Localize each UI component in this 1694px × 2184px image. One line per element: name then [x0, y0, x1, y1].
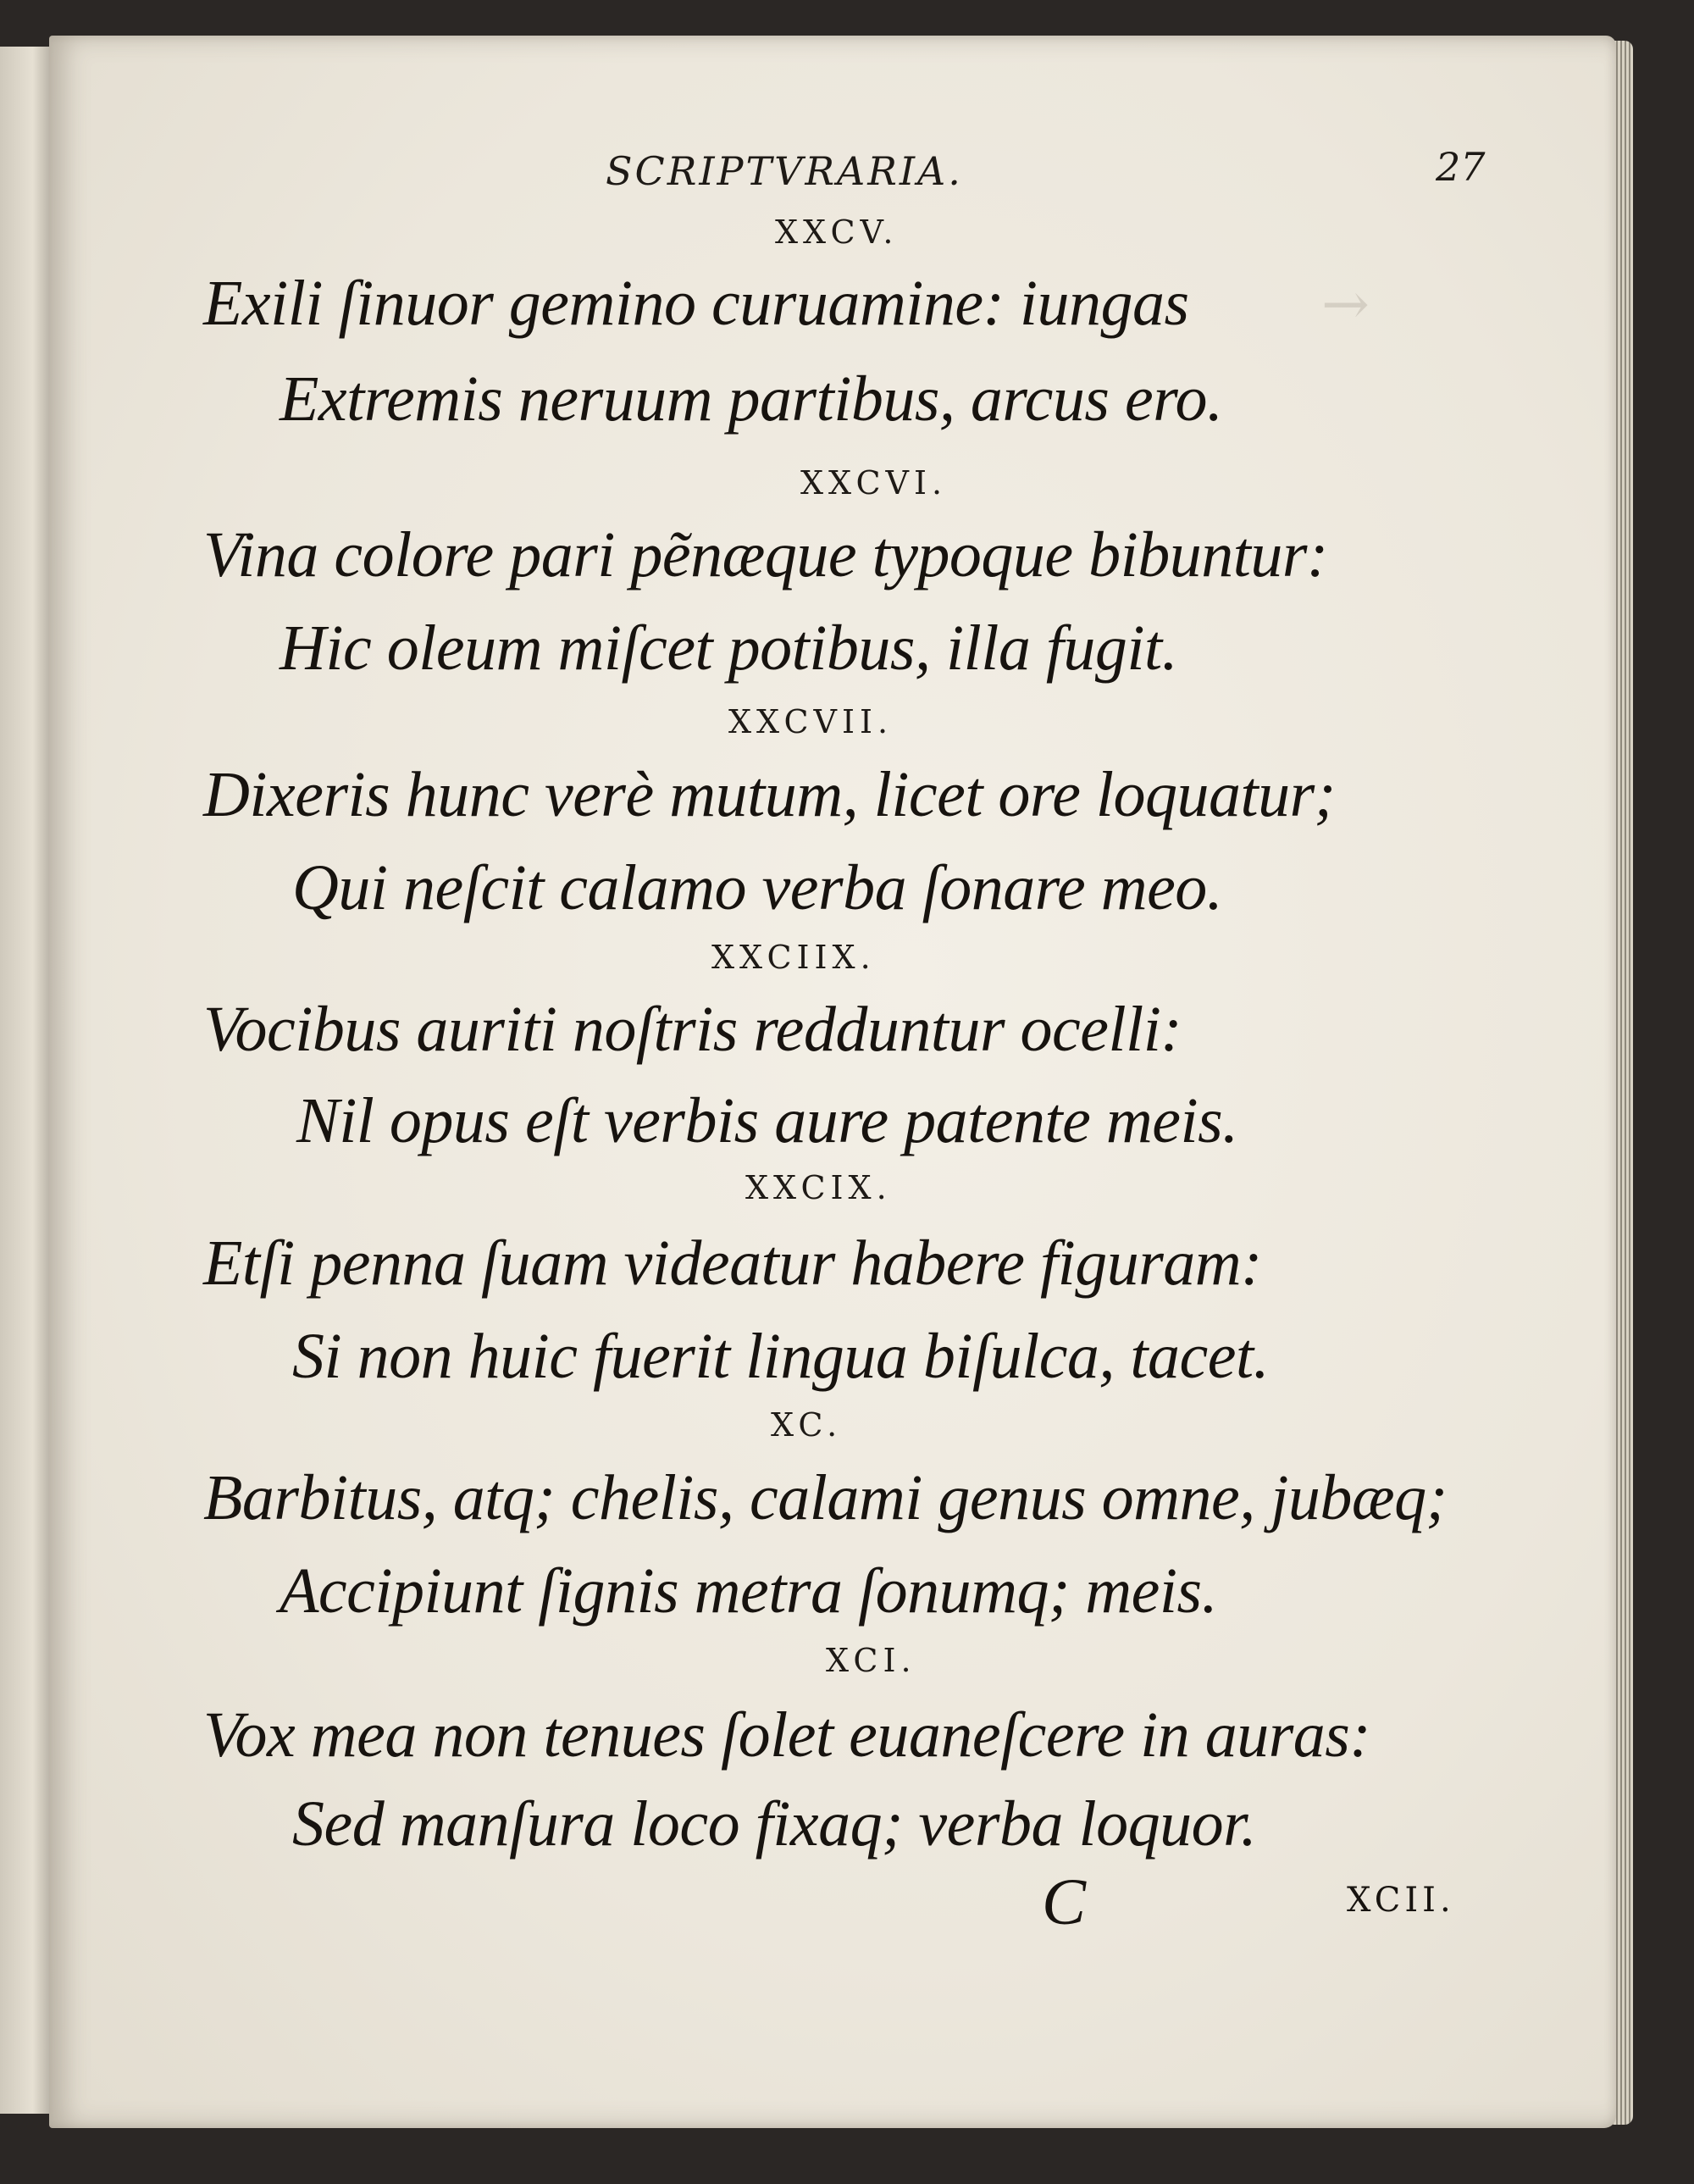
verse-line: Etſi penna ſuam videatur habere figuram: — [203, 1228, 1262, 1299]
epigram-number: XXCIIX. — [711, 939, 876, 976]
verse-line: Hic oleum miſcet potibus, illa fugit. — [280, 613, 1178, 684]
verse-line: Sed manſura loco fixaq; verba loquor. — [292, 1788, 1257, 1860]
verse-line: Nil opus eſt verbis aure patente meis. — [296, 1085, 1238, 1156]
epigram-number: XC. — [771, 1406, 843, 1444]
signature-mark: C — [1042, 1865, 1087, 1938]
verse-line: Qui neſcit calamo verba ſonare meo. — [292, 852, 1223, 923]
page-number: 27 — [1436, 144, 1486, 190]
verse-line: Vocibus auriti noſtris redduntur ocelli: — [203, 994, 1182, 1065]
verse-line: Si non huic fuerit lingua biſulca, tacet. — [292, 1321, 1270, 1392]
epigram-number: XCI. — [826, 1642, 916, 1679]
verse-line: Dixeris hunc verè mutum, licet ore loquatur; — [203, 759, 1336, 830]
verse-line: Exili ſinuor gemino curuamine: iungas — [203, 268, 1189, 339]
epigram-number: XXCIX. — [745, 1169, 892, 1206]
epigram-number: XXCVI. — [800, 464, 948, 502]
running-head: SCRIPTVRARIA. — [606, 148, 963, 194]
verse-line: Barbitus, atq; chelis, calami genus omne, jubæq; — [203, 1462, 1448, 1533]
show-through-mark: → — [1321, 271, 1370, 338]
verse-line: Extremis neruum partibus, arcus ero. — [280, 363, 1223, 435]
verse-line: Vox mea non tenues ſolet euaneſcere in auras: — [203, 1699, 1371, 1771]
epigram-number: XXCVII. — [728, 703, 894, 740]
catchword: XCII. — [1347, 1881, 1455, 1920]
verse-line: Accipiunt ſignis metra ſonumq; meis. — [280, 1555, 1218, 1627]
verse-line: Vina colore pari pẽnæque typoque bibuntur: — [203, 519, 1328, 590]
epigram-number: XXCV. — [775, 213, 899, 251]
